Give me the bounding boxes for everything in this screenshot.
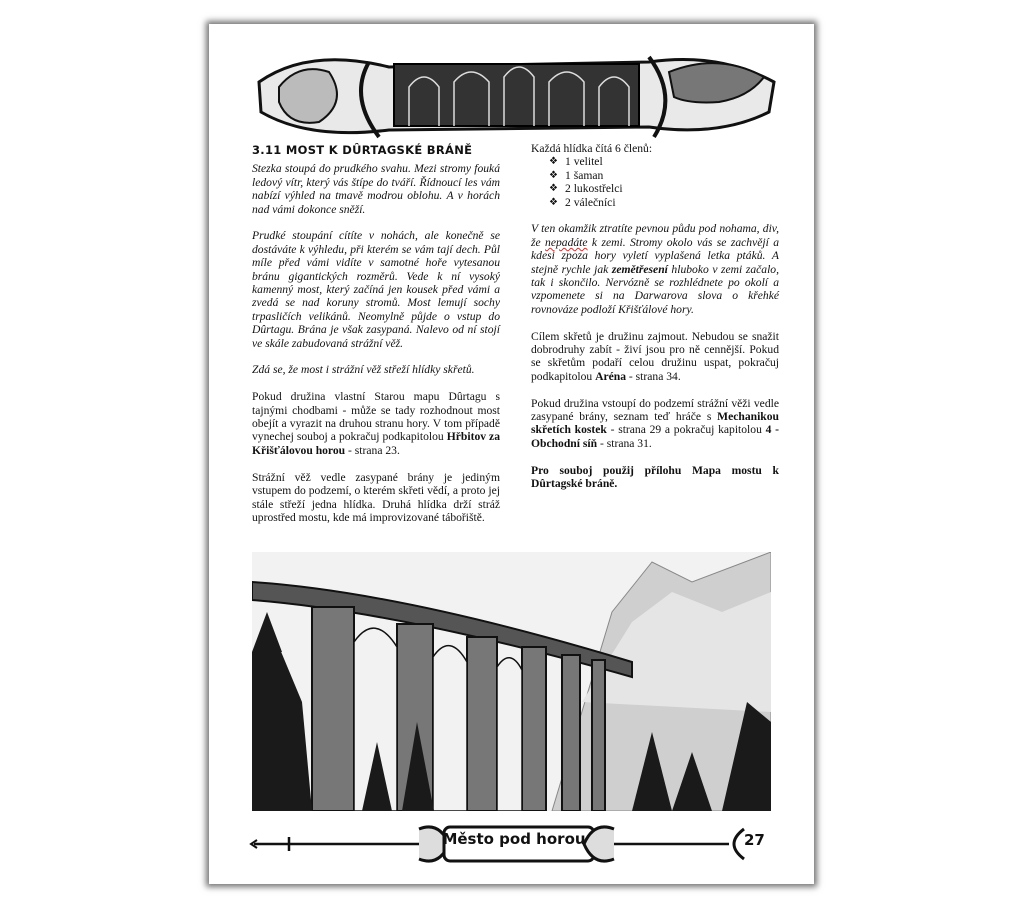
battle-map-note: Pro souboj použij přílohu Mapa mostu k Dûrtagské bráně. <box>531 463 779 491</box>
description-paragraph: Zdá se, že most i strážní věž střeží hlídky skřetů. <box>252 363 475 377</box>
list-item: ❖ 1 velitel <box>549 155 779 168</box>
page-number: 27 <box>744 831 765 849</box>
section-title: 3.11 MOST K DÛRTAGSKÉ BRÁNĚ <box>252 143 473 157</box>
header-ornament-illustration <box>249 42 784 147</box>
instruction-paragraph: Pokud družina vstoupí do podzemí strážní věži vedle zasypané brány, seznam teď hráče s Mechanikou skřetích kostek - strana 29 a pokračuj kapitolou 4 - Obchodní síň - strana 31. <box>531 396 779 450</box>
description-paragraph: Stezka stoupá do prudkého svahu. Mezi stromy fouká ledový vítr, který vás štípe do tváří. Řídnoucí les vám nabízí výhled na tmavě modrou oblohu. A v horách nad vámi dokonce sněží. <box>252 162 500 216</box>
list-item: ❖ 2 lukostřelci <box>549 182 779 195</box>
book-page <box>209 24 814 884</box>
patrol-intro: Každá hlídka čítá 6 členů: <box>531 142 653 155</box>
left-column <box>252 144 500 538</box>
description-paragraph: Prudké stoupání cítíte v nohách, ale konečně se dostáváte k výhledu, při kterém se vám tají dech. Půl míle před vámi vidíte v samotné hoře vytesanou bránu gigantických rozměrů. Vede k ní vysoký kamenný most, který začíná jen kousek před vámi a zvedá se nad koruny stromů. Most lemují sochy trpasličích velikánů. Neomylně půjde o vstup do Dûrtagu. Brána je však zasypaná. Nalevo od ní stojí ve skále zabudovaná strážní věž. <box>252 229 500 350</box>
book-title: Město pod horou <box>442 830 586 848</box>
bridge-illustration <box>252 552 771 811</box>
instruction-paragraph: Cílem skřetů je družinu zajmout. Nebudou se snažit dobrodruhy zabít - živí jsou pro ně cennější. Pokud se skřetům podaří celou družinu uspat, pokračuj podkapitolou Aréna - strana 34. <box>531 329 779 383</box>
patrol-member-list <box>531 155 779 209</box>
instruction-paragraph: Strážní věž vedle zasypané brány je jediným vstupem do podzemí, o kterém skřeti vědí, a proto jej stále střeží jedna hlídka. Druhá hlídka drží stráž uprostřed mostu, kde má improvizované tábořiště. <box>252 470 500 524</box>
instruction-paragraph: Pokud družina vlastní Starou mapu Dûrtagu s tajnými chodbami - může se tady rozhodnout most obejít a vyrazit na druhou stranu hory. V tom případě vynechej souboj a pokračuj podkapitolou Hřbitov za Křišťálovou horou - strana 23. <box>252 390 500 457</box>
list-item: ❖ 1 šaman <box>549 169 779 182</box>
list-item: ❖ 2 válečníci <box>549 196 779 209</box>
right-column <box>531 142 779 504</box>
description-paragraph: V ten okamžik ztratíte pevnou půdu pod nohama, div, že nepadáte k zemi. Stromy okolo vás se zachvějí a kdesi zpoza hory vyletí vyplašená letka ptáků. A stejně rychle jak zemětřesení hluboko v zemi začalo, tak i skončilo. Nervózně se rozhlédnete po okolí a vzpomenete si na Darwarova slova o křehké rovnováze podloží Křišťálové hory. <box>531 222 780 316</box>
